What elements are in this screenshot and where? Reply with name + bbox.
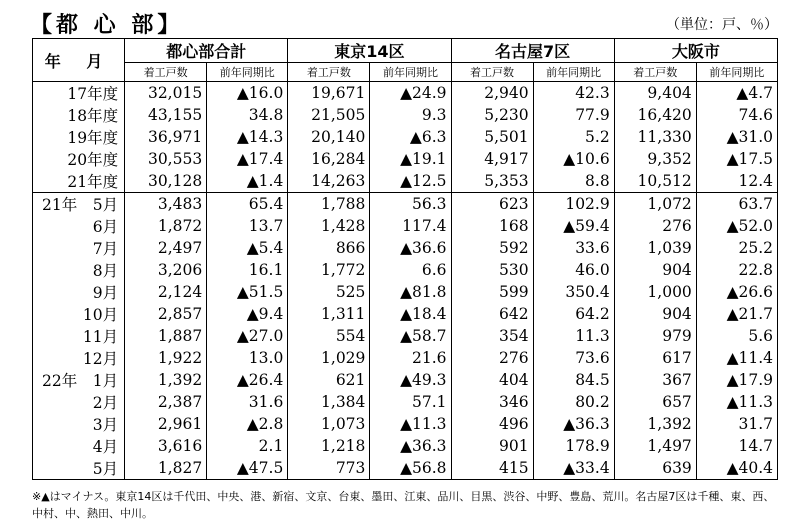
cell-yoy: ▲6.3 <box>370 126 451 148</box>
cell-starts: 1,392 <box>125 369 207 391</box>
cell-starts: 2,961 <box>125 413 207 435</box>
row-label: 2月 <box>33 391 125 413</box>
cell-starts: 530 <box>451 259 533 281</box>
cell-yoy: ▲36.3 <box>370 435 451 457</box>
table-body <box>33 82 778 480</box>
cell-yoy: ▲81.8 <box>370 281 451 303</box>
cell-yoy: 9.3 <box>370 104 451 126</box>
cell-starts: 276 <box>614 215 696 237</box>
cell-yoy: 117.4 <box>370 215 451 237</box>
year-month-header: 年 月 <box>33 39 125 82</box>
table-row <box>33 170 778 193</box>
sub-header-starts: 着工戸数 <box>451 63 533 82</box>
cell-yoy: 21.6 <box>370 347 451 369</box>
cell-starts: 1,887 <box>125 325 207 347</box>
cell-yoy: 16.1 <box>207 259 288 281</box>
group-header-osaka: 大阪市 <box>614 39 777 63</box>
cell-yoy: 80.2 <box>533 391 614 413</box>
cell-yoy: 73.6 <box>533 347 614 369</box>
cell-starts: 1,039 <box>614 237 696 259</box>
cell-yoy: 65.4 <box>207 193 288 216</box>
cell-starts: 10,512 <box>614 170 696 193</box>
table-row <box>33 347 778 369</box>
cell-yoy: 6.6 <box>370 259 451 281</box>
cell-starts: 592 <box>451 237 533 259</box>
cell-yoy: ▲10.6 <box>533 148 614 170</box>
row-label: 17年度 <box>33 82 125 105</box>
cell-starts: 1,872 <box>125 215 207 237</box>
cell-starts: 9,352 <box>614 148 696 170</box>
table-row <box>33 281 778 303</box>
cell-starts: 21,505 <box>288 104 370 126</box>
cell-starts: 1,497 <box>614 435 696 457</box>
cell-yoy: 5.6 <box>696 325 777 347</box>
cell-starts: 901 <box>451 435 533 457</box>
row-label: 3月 <box>33 413 125 435</box>
cell-yoy: ▲17.4 <box>207 148 288 170</box>
cell-yoy: 14.7 <box>696 435 777 457</box>
cell-starts: 657 <box>614 391 696 413</box>
cell-yoy: ▲31.0 <box>696 126 777 148</box>
table-row <box>33 303 778 325</box>
cell-starts: 30,553 <box>125 148 207 170</box>
cell-yoy: ▲11.4 <box>696 347 777 369</box>
cell-yoy: ▲24.9 <box>370 82 451 105</box>
cell-yoy: 57.1 <box>370 391 451 413</box>
row-label: 18年度 <box>33 104 125 126</box>
page-title: 【都 心 部】 <box>30 13 184 38</box>
row-label: 5月 <box>33 457 125 480</box>
cell-yoy: 22.8 <box>696 259 777 281</box>
cell-starts: 1,827 <box>125 457 207 480</box>
cell-yoy: 63.7 <box>696 193 777 216</box>
cell-starts: 642 <box>451 303 533 325</box>
cell-yoy: ▲2.8 <box>207 413 288 435</box>
cell-starts: 1,073 <box>288 413 370 435</box>
cell-yoy: 13.7 <box>207 215 288 237</box>
sub-header-yoy: 前年同期比 <box>370 63 451 82</box>
cell-starts: 773 <box>288 457 370 480</box>
cell-yoy: 33.6 <box>533 237 614 259</box>
cell-starts: 43,155 <box>125 104 207 126</box>
cell-yoy: ▲5.4 <box>207 237 288 259</box>
cell-yoy: 31.6 <box>207 391 288 413</box>
table-row <box>33 193 778 216</box>
cell-starts: 904 <box>614 259 696 281</box>
cell-yoy: 31.7 <box>696 413 777 435</box>
cell-yoy: 350.4 <box>533 281 614 303</box>
cell-yoy: ▲1.4 <box>207 170 288 193</box>
cell-yoy: 178.9 <box>533 435 614 457</box>
cell-yoy: ▲56.8 <box>370 457 451 480</box>
cell-yoy: ▲17.9 <box>696 369 777 391</box>
cell-yoy: ▲11.3 <box>696 391 777 413</box>
table-row <box>33 148 778 170</box>
unit-label: （単位：戸、％） <box>666 17 778 33</box>
cell-starts: 20,140 <box>288 126 370 148</box>
table-row <box>33 369 778 391</box>
cell-starts: 19,671 <box>288 82 370 105</box>
cell-starts: 354 <box>451 325 533 347</box>
row-label: 10月 <box>33 303 125 325</box>
cell-starts: 36,971 <box>125 126 207 148</box>
row-label: 22年 1月 <box>33 369 125 391</box>
cell-starts: 2,940 <box>451 82 533 105</box>
cell-starts: 32,015 <box>125 82 207 105</box>
cell-yoy: 64.2 <box>533 303 614 325</box>
row-label: 12月 <box>33 347 125 369</box>
cell-starts: 554 <box>288 325 370 347</box>
cell-yoy: ▲40.4 <box>696 457 777 480</box>
cell-yoy: ▲11.3 <box>370 413 451 435</box>
cell-starts: 599 <box>451 281 533 303</box>
row-label: 6月 <box>33 215 125 237</box>
cell-yoy: 13.0 <box>207 347 288 369</box>
cell-starts: 1,311 <box>288 303 370 325</box>
cell-yoy: ▲59.4 <box>533 215 614 237</box>
cell-starts: 9,404 <box>614 82 696 105</box>
cell-starts: 1,772 <box>288 259 370 281</box>
cell-starts: 1,428 <box>288 215 370 237</box>
cell-starts: 5,230 <box>451 104 533 126</box>
cell-yoy: 11.3 <box>533 325 614 347</box>
cell-yoy: 5.2 <box>533 126 614 148</box>
cell-starts: 496 <box>451 413 533 435</box>
cell-starts: 367 <box>614 369 696 391</box>
cell-yoy: ▲19.1 <box>370 148 451 170</box>
cell-starts: 2,497 <box>125 237 207 259</box>
cell-yoy: ▲26.6 <box>696 281 777 303</box>
table-row <box>33 325 778 347</box>
sub-header-starts: 着工戸数 <box>614 63 696 82</box>
cell-yoy: ▲52.0 <box>696 215 777 237</box>
cell-starts: 11,330 <box>614 126 696 148</box>
group-header-toshin-total: 都心部合計 <box>125 39 288 63</box>
cell-yoy: 12.4 <box>696 170 777 193</box>
row-label: 8月 <box>33 259 125 281</box>
row-label: 11月 <box>33 325 125 347</box>
cell-yoy: 8.8 <box>533 170 614 193</box>
cell-yoy: ▲14.3 <box>207 126 288 148</box>
cell-starts: 30,128 <box>125 170 207 193</box>
cell-starts: 16,420 <box>614 104 696 126</box>
cell-starts: 2,387 <box>125 391 207 413</box>
cell-starts: 639 <box>614 457 696 480</box>
cell-starts: 168 <box>451 215 533 237</box>
cell-starts: 415 <box>451 457 533 480</box>
cell-starts: 14,263 <box>288 170 370 193</box>
cell-starts: 1,218 <box>288 435 370 457</box>
cell-yoy: ▲4.7 <box>696 82 777 105</box>
table-row <box>33 391 778 413</box>
cell-starts: 1,072 <box>614 193 696 216</box>
cell-yoy: ▲27.0 <box>207 325 288 347</box>
sub-header-yoy: 前年同期比 <box>533 63 614 82</box>
cell-starts: 346 <box>451 391 533 413</box>
cell-yoy: ▲36.3 <box>533 413 614 435</box>
table-row <box>33 126 778 148</box>
cell-yoy: ▲33.4 <box>533 457 614 480</box>
cell-yoy: ▲26.4 <box>207 369 288 391</box>
cell-starts: 1,000 <box>614 281 696 303</box>
row-label: 7月 <box>33 237 125 259</box>
cell-yoy: ▲36.6 <box>370 237 451 259</box>
group-header-nagoya-7: 名古屋7区 <box>451 39 614 63</box>
table-row <box>33 237 778 259</box>
cell-starts: 5,353 <box>451 170 533 193</box>
cell-starts: 276 <box>451 347 533 369</box>
cell-starts: 3,483 <box>125 193 207 216</box>
cell-yoy: 77.9 <box>533 104 614 126</box>
row-label: 20年度 <box>33 148 125 170</box>
cell-starts: 1,029 <box>288 347 370 369</box>
cell-yoy: ▲47.5 <box>207 457 288 480</box>
cell-starts: 2,124 <box>125 281 207 303</box>
sub-header-yoy: 前年同期比 <box>696 63 777 82</box>
cell-yoy: 56.3 <box>370 193 451 216</box>
group-header-tokyo-14: 東京14区 <box>288 39 451 63</box>
table-row <box>33 457 778 480</box>
cell-starts: 866 <box>288 237 370 259</box>
housing-starts-table <box>32 38 778 480</box>
cell-yoy: 42.3 <box>533 82 614 105</box>
cell-yoy: 74.6 <box>696 104 777 126</box>
row-label: 21年度 <box>33 170 125 193</box>
cell-yoy: ▲58.7 <box>370 325 451 347</box>
cell-starts: 979 <box>614 325 696 347</box>
table-row <box>33 413 778 435</box>
cell-starts: 904 <box>614 303 696 325</box>
cell-yoy: 102.9 <box>533 193 614 216</box>
cell-yoy: ▲51.5 <box>207 281 288 303</box>
table-row <box>33 215 778 237</box>
cell-yoy: 25.2 <box>696 237 777 259</box>
cell-yoy: ▲17.5 <box>696 148 777 170</box>
sub-header-yoy: 前年同期比 <box>207 63 288 82</box>
cell-starts: 3,616 <box>125 435 207 457</box>
cell-starts: 623 <box>451 193 533 216</box>
cell-starts: 3,206 <box>125 259 207 281</box>
cell-starts: 1,384 <box>288 391 370 413</box>
cell-yoy: ▲16.0 <box>207 82 288 105</box>
row-label: 4月 <box>33 435 125 457</box>
sub-header-starts: 着工戸数 <box>288 63 370 82</box>
cell-starts: 525 <box>288 281 370 303</box>
row-label: 9月 <box>33 281 125 303</box>
table-row <box>33 259 778 281</box>
cell-starts: 16,284 <box>288 148 370 170</box>
cell-yoy: ▲18.4 <box>370 303 451 325</box>
cell-starts: 1,392 <box>614 413 696 435</box>
cell-yoy: ▲9.4 <box>207 303 288 325</box>
table-row <box>33 435 778 457</box>
footnote: ※▲はマイナス。東京14区は千代田、中央、港、新宿、文京、台東、墨田、江東、品川、目黒、渋谷、中野、豊島、荒川。名古屋7区は千種、東、西、中村、中、熱田、中川。 <box>32 490 775 520</box>
cell-starts: 4,917 <box>451 148 533 170</box>
table-row <box>33 82 778 105</box>
cell-yoy: 34.8 <box>207 104 288 126</box>
row-label: 21年 5月 <box>33 193 125 216</box>
cell-starts: 621 <box>288 369 370 391</box>
sub-header-starts: 着工戸数 <box>125 63 207 82</box>
cell-starts: 2,857 <box>125 303 207 325</box>
cell-starts: 5,501 <box>451 126 533 148</box>
cell-yoy: 46.0 <box>533 259 614 281</box>
cell-yoy: ▲21.7 <box>696 303 777 325</box>
cell-yoy: 2.1 <box>207 435 288 457</box>
row-label: 19年度 <box>33 126 125 148</box>
cell-yoy: ▲49.3 <box>370 369 451 391</box>
cell-starts: 1,788 <box>288 193 370 216</box>
cell-starts: 404 <box>451 369 533 391</box>
cell-starts: 617 <box>614 347 696 369</box>
cell-starts: 1,922 <box>125 347 207 369</box>
table-row <box>33 104 778 126</box>
cell-yoy: ▲12.5 <box>370 170 451 193</box>
cell-yoy: 84.5 <box>533 369 614 391</box>
